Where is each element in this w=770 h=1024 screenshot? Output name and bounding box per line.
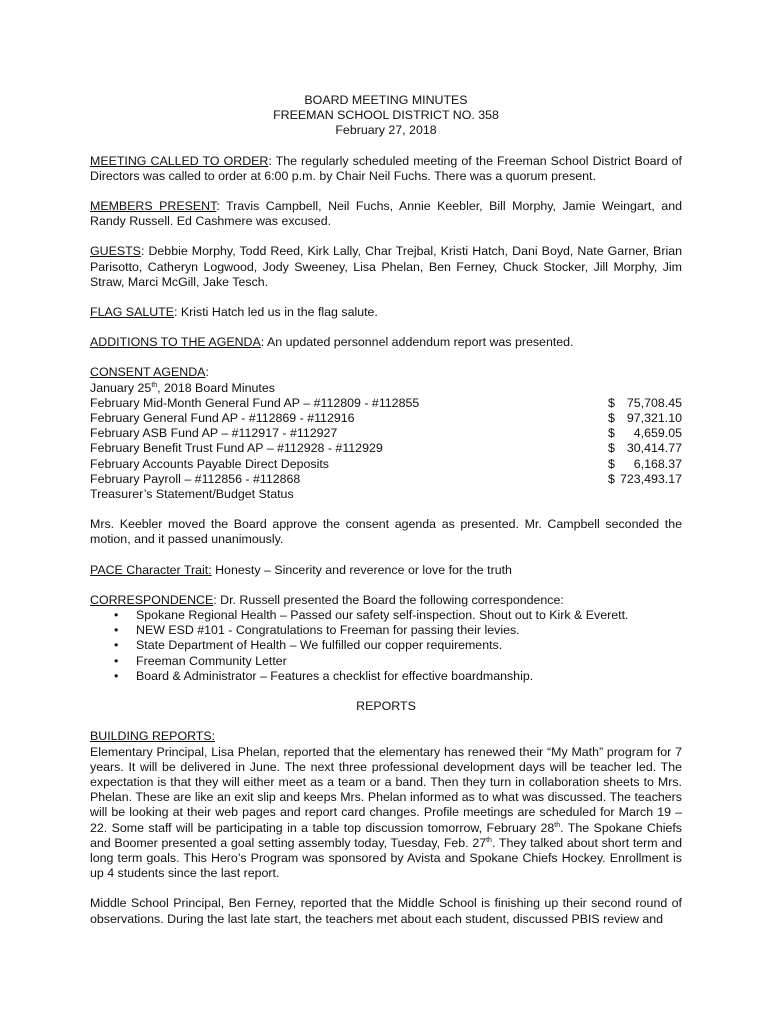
meeting-called-section	[90, 154, 682, 184]
flag-salute-section	[90, 305, 682, 320]
consent-row-dollar: $	[608, 456, 615, 471]
additions-label: ADDITIONS TO THE AGENDA	[90, 335, 261, 350]
middle-school-report: Middle School Principal, Ben Ferney, reported that the Middle School is finishing up their second round of observations. During the last late start, the teachers met about each student, discussed PBIS review and	[90, 896, 682, 926]
consent-row-desc: February ASB Fund AP – #112917 - #112927	[90, 426, 338, 441]
consent-minutes-line	[90, 381, 682, 396]
consent-row-desc: February Payroll – #112856 - #112868	[90, 471, 301, 486]
consent-agenda-section	[90, 365, 682, 502]
consent-agenda-label: CONSENT AGENDA	[90, 365, 206, 380]
consent-row	[90, 396, 682, 411]
consent-row-value: 97,321.10	[626, 411, 682, 426]
members-present-text: : Travis Campbell, Neil Fuchs, Annie Keebler, Bill Morphy, Jamie Weingart, and Randy Russell. Ed Cashmere was excused.	[90, 199, 682, 229]
consent-row-dollar: $	[608, 441, 615, 456]
consent-row-dollar: $	[608, 426, 615, 441]
consent-minutes-post: , 2018 Board Minutes	[157, 380, 275, 395]
document-header	[90, 93, 682, 139]
elementary-report-part1: Elementary Principal, Lisa Phelan, reported that the elementary has renewed their “My Math” program for 7 years. It will be delivered in June. The next three professional development days will be teacher led. The expectation is that they will either meet as a team or a band. Then they turn in collaboration sheets to Mrs. Phelan. These are like an exit slip and keeps Mrs. Phelan informed as to what was discussed. The teachers will be looking at their web pages and report card changes. Profile meetings are scheduled for March 19 – 22. Some staff will be participating in a table top discussion tomorrow, February 28	[90, 744, 682, 835]
guests-section	[90, 244, 682, 290]
pace-label: PACE Character Trait:	[90, 562, 212, 577]
minutes-body	[90, 93, 682, 942]
consent-row-value: 75,708.45	[626, 395, 682, 410]
consent-agenda-heading	[90, 365, 682, 380]
meeting-called-text: : The regularly scheduled meeting of the Freeman School District Board of Directors was called to order at 6:00 p.m. by Chair Neil Fuchs. There was a quorum present.	[90, 153, 682, 183]
consent-motion: Mrs. Keebler moved the Board approve the consent agenda as presented. Mr. Campbell seconded the motion, and it passed unanimously.	[90, 517, 682, 547]
elementary-report-part2: . The Spokane Chiefs and Boomer presented a goal setting assembly today, Tuesday, Feb. 27	[90, 820, 683, 850]
flag-salute-text: : Kristi Hatch led us in the flag salute.	[174, 305, 378, 320]
flag-salute-label: FLAG SALUTE	[90, 305, 175, 320]
consent-row-desc: February Benefit Trust Fund AP – #112928 - #112929	[90, 441, 383, 456]
consent-row-dollar: $	[608, 411, 615, 426]
consent-row-amount	[608, 396, 682, 411]
correspondence-heading	[90, 593, 682, 608]
list-item: • Board & Administrator – Features a checklist for effective boardmanship.	[90, 669, 682, 684]
guests-text: : Debbie Morphy, Todd Reed, Kirk Lally, Char Trejbal, Kristi Hatch, Dani Boyd, Nate Garner, Brian Parisotto, Catheryn Logwood, Jody Sweeney, Lisa Phelan, Ben Ferney, Chuck Stocker, Jill Morphy, Jim Straw, Marci McGill, Jake Tesch.	[90, 244, 682, 289]
consent-row-amount	[608, 457, 682, 472]
additions-section	[90, 335, 682, 350]
consent-row-value: 4,659.05	[633, 426, 682, 441]
elementary-report-sup2: th	[486, 836, 492, 844]
consent-row-dollar: $	[608, 471, 615, 486]
list-item: • State Department of Health – We fulfilled our copper requirements.	[90, 638, 682, 653]
building-reports-label: BUILDING REPORTS:	[90, 729, 216, 744]
consent-row-value: 723,493.17	[619, 471, 682, 486]
header-title: BOARD MEETING MINUTES	[304, 93, 468, 107]
consent-row-amount	[608, 441, 682, 456]
pace-text: Honesty – Sincerity and reverence or love for the truth	[211, 562, 512, 577]
guests-label: GUESTS	[90, 244, 141, 259]
consent-row-dollar: $	[608, 395, 615, 410]
consent-minutes-sup: th	[151, 381, 158, 389]
correspondence-text: : Dr. Russell presented the Board the following correspondence:	[213, 592, 564, 607]
consent-agenda-colon: :	[205, 365, 209, 380]
list-item: • Spokane Regional Health – Passed our safety self-inspection. Shout out to Kirk & Everett.	[90, 608, 682, 623]
consent-row	[90, 457, 682, 472]
consent-row-value: 6,168.37	[633, 456, 682, 471]
consent-row-value: 30,414.77	[626, 441, 682, 456]
consent-minutes-pre: January 25	[90, 380, 152, 395]
consent-row-desc: February Accounts Payable Direct Deposits	[90, 456, 329, 471]
consent-row-desc: February General Fund AP - #112869 - #112916	[90, 411, 355, 426]
members-present-label: MEMBERS PRESENT	[90, 199, 217, 214]
building-reports-section	[90, 729, 682, 926]
header-date: February 27, 2018	[335, 123, 437, 138]
consent-row	[90, 472, 682, 487]
elementary-report-part3: . They talked about short term and long term goals. This Hero’s Program was sponsored by Avista and Spokane Chiefs Hockey. Enrollment is up 4 students since the last report.	[90, 835, 682, 881]
consent-row-amount	[608, 426, 682, 441]
consent-treasurer-line: Treasurer’s Statement/Budget Status	[90, 487, 294, 502]
pace-section	[90, 563, 682, 578]
members-present-section	[90, 199, 682, 229]
correspondence-section	[90, 593, 682, 684]
correspondence-list	[90, 608, 682, 684]
consent-row-desc: February Mid-Month General Fund AP – #112809 - #112855	[90, 395, 420, 410]
list-item: • Freeman Community Letter	[90, 654, 682, 669]
correspondence-label: CORRESPONDENCE	[90, 592, 214, 607]
list-item: • NEW ESD #101 - Congratulations to Freeman for passing their levies.	[90, 623, 682, 638]
elementary-report	[90, 745, 682, 882]
consent-row	[90, 441, 682, 456]
consent-row-amount	[608, 472, 682, 487]
header-district: FREEMAN SCHOOL DISTRICT NO. 358	[273, 108, 499, 123]
elementary-report-sup1: th	[554, 821, 561, 829]
meeting-called-label: MEETING CALLED TO ORDER	[90, 153, 269, 168]
additions-text: : An updated personnel addendum report was presented.	[260, 335, 574, 350]
consent-row-amount	[608, 411, 682, 426]
reports-heading: REPORTS	[356, 699, 416, 714]
consent-row	[90, 411, 682, 426]
consent-row	[90, 426, 682, 441]
